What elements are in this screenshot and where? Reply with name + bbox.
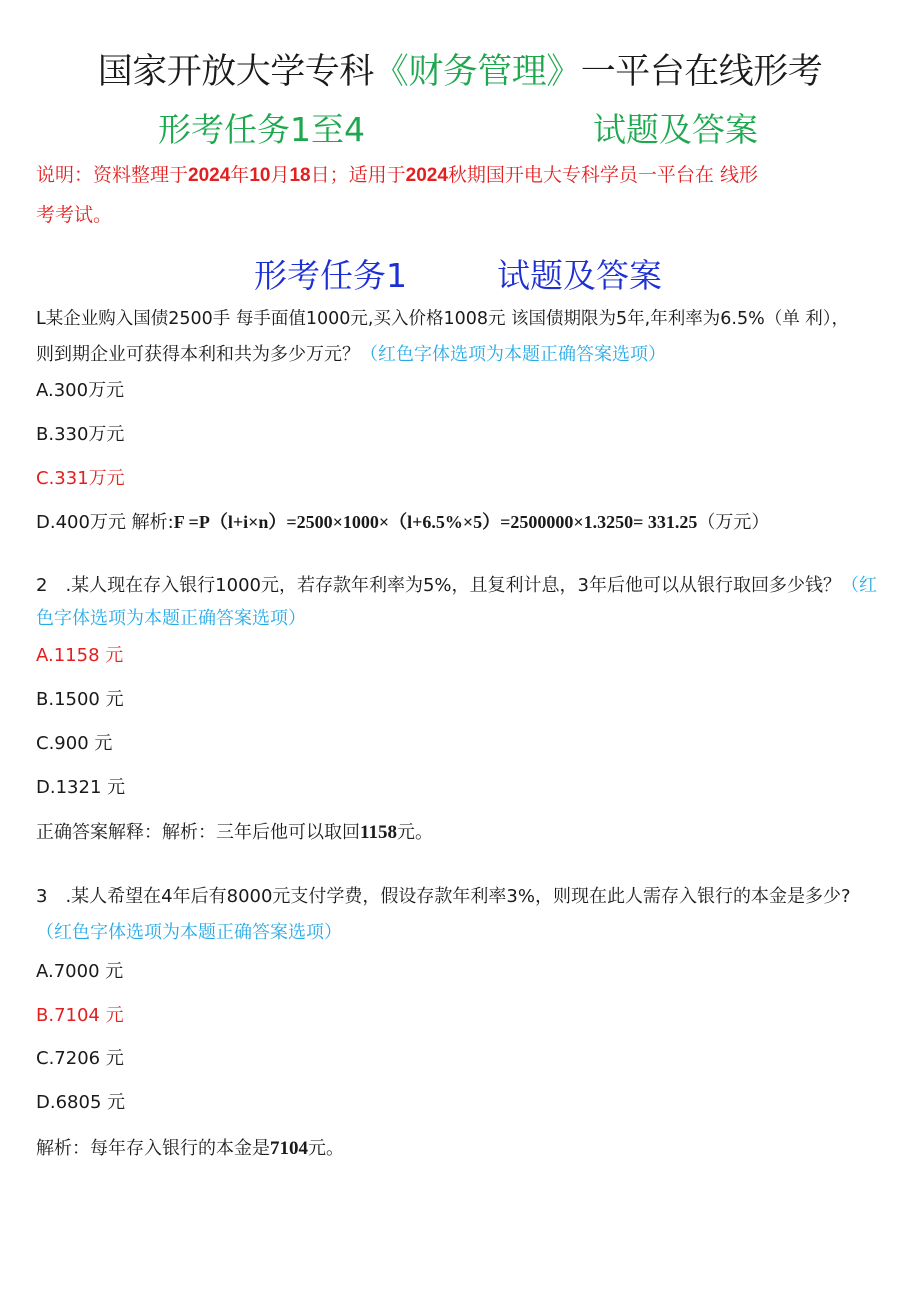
q1-option-c-correct: C.331万元 — [36, 468, 125, 489]
q3-option-b-correct: B.7104 元 — [36, 1005, 124, 1026]
q1-option-b: B.330万元 — [36, 424, 125, 445]
q1-hint: （红色字体选项为本题正确答案选项） — [360, 344, 666, 365]
q2-line-1 — [36, 571, 877, 597]
q3-explanation-text: 解析：每年存入银行的本金是 — [36, 1138, 270, 1159]
q2-line-2: 色字体选项为本题正确答案选项） — [36, 608, 306, 629]
q2-explanation — [36, 818, 433, 844]
note-text: 日；适用于 — [310, 164, 406, 186]
q2-option-a-correct: A.1158 元 — [36, 645, 124, 666]
q2-hint: （红 — [841, 575, 877, 596]
q1-option-d — [36, 508, 769, 534]
q1-option-d-text: D.400万元 解析: — [36, 512, 174, 533]
note-text: 秋期国开电大专科学员一平台在 线形 — [447, 164, 758, 186]
title-course: 《财务管理》 — [373, 52, 581, 92]
q2-option-b: B.1500 元 — [36, 689, 124, 710]
q1-formula-unit: （万元） — [697, 512, 770, 533]
q2-question-text: 2 .某人现在存入银行1000元，若存款年利率为5%，且复利计息，3年后他可以从银行取回多少钱？ — [36, 575, 841, 596]
q2-option-d: D.1321 元 — [36, 777, 126, 798]
q1-formula: F =P（l+i×n）=2500×1000×（l+6.5%×5）=2500000×1.3250= 331.25 — [173, 512, 698, 532]
q1-question-text: 则到期企业可获得本利和共为多少万元？ — [36, 344, 360, 365]
q1-line-2 — [36, 340, 666, 366]
q3-line-2: （红色字体选项为本题正确答案选项） — [36, 922, 342, 943]
note-text: 说明：资料整理于 — [36, 164, 189, 186]
q1-option-a: A.300万元 — [36, 380, 125, 401]
q3-explanation-value: 7104 — [270, 1138, 308, 1159]
note-month: 10 — [249, 165, 271, 186]
task-heading-left: 形考任务1 — [254, 256, 407, 295]
q2-explanation-text: 元。 — [396, 822, 433, 843]
q3-explanation-text: 元。 — [308, 1138, 344, 1159]
q2-explanation-text: 正确答案解释：解析：三年后他可以取回 — [36, 822, 360, 843]
note-year: 2024 — [405, 165, 448, 186]
q2-option-c: C.900 元 — [36, 733, 113, 754]
subtitle-right: 试题及答案 — [593, 110, 758, 149]
q3-option-d: D.6805 元 — [36, 1092, 126, 1113]
q3-option-a: A.7000 元 — [36, 961, 124, 982]
note-text: 月 — [270, 164, 290, 186]
note-year: 2024 — [188, 165, 231, 186]
title-suffix: 一平台在线形考 — [580, 52, 823, 92]
document-title — [0, 44, 920, 94]
q3-explanation — [36, 1134, 344, 1160]
q3-line-1: 3 .某人希望在4年后有8000元支付学费，假设存款年利率3%，则现在此人需存入银行的本金是多少? — [36, 886, 851, 907]
note-day: 18 — [289, 165, 311, 186]
subtitle-left: 形考任务1至4 — [158, 110, 365, 149]
task-heading-right: 试题及答案 — [497, 256, 662, 295]
note-line-1 — [36, 160, 758, 187]
q1-line-1: L某企业购入国债2500手 每手面值1000元,买入价格1008元 该国债期限为5年,年利率为6.5%（单 利）， — [36, 309, 850, 329]
title-prefix: 国家开放大学专科 — [97, 52, 374, 92]
note-line-2: 考考试。 — [36, 204, 113, 226]
q2-explanation-value: 1158 — [360, 822, 397, 843]
note-text: 年 — [230, 164, 250, 186]
q3-option-c: C.7206 元 — [36, 1048, 124, 1069]
